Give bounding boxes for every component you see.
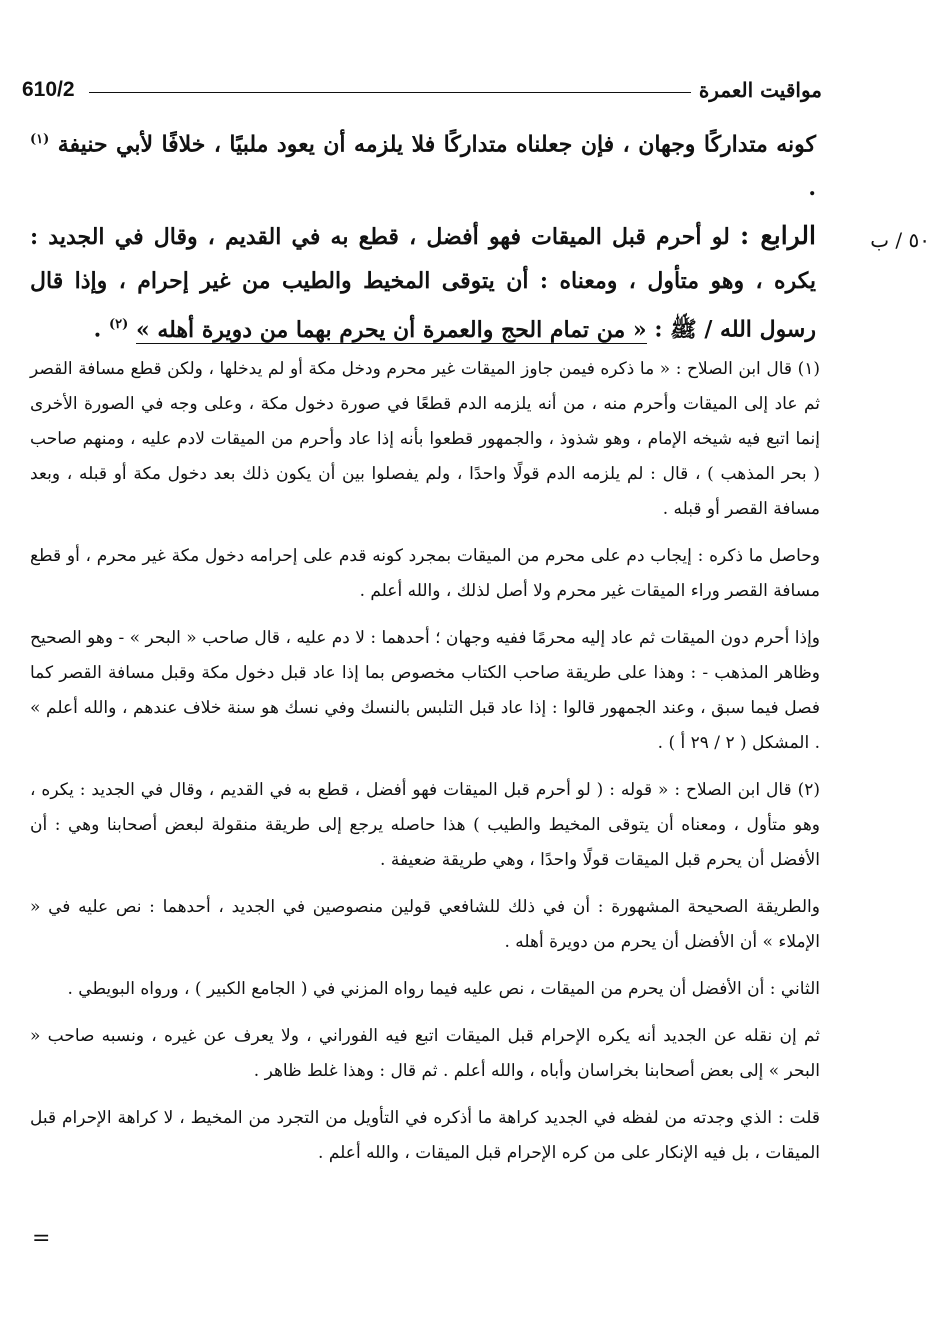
paragraph-1-end: . xyxy=(808,175,816,202)
footnote-ref-2: (٢) xyxy=(109,317,129,333)
paragraph-1-text: كونه متداركًا وجهان ، فإن جعلناه متداركًا فلا يلزمه أن يعود ملبيًا ، خلافًا لأبي حنيفة xyxy=(57,131,816,158)
main-paragraph-1 xyxy=(30,118,816,210)
footnote-paragraph: وحاصل ما ذكره : إيجاب دم على محرم من الميقات بمجرد كونه قدم على إحرامه دخول مكة غير محرم ، أو قطع مسافة القصر وراء الميقات غير محرم ولا أصل لذلك ، والله أعلم . xyxy=(30,546,820,601)
footnote-paragraph: الثاني : أن الأفضل أن يحرم من الميقات ، نص عليه فيما رواه المزني في ( الجامع الكبير ) ، ورواه البويطي . xyxy=(67,979,820,999)
footnote-paragraph: ثم إن نقله عن الجديد أنه يكره الإحرام قبل الميقات اتبع فيه الفوراني ، ولا يعرف عن غيره ، ونسبه صاحب « البحر » إلى بعض أصحابنا بخراسان وأباه ، والله أعلم . ثم قال : وهذا غلط ظاهر . xyxy=(30,1026,820,1081)
section-lead-word: الرابع : xyxy=(739,221,816,251)
paragraph-2-text: لو أحرم قبل الميقات فهو أفضل ، قطع به في القديم ، وقال في الجديد : يكره ، وهو متأول ، ومعناه : أن يتوقى المخيط والطيب من غير إحرام ، وإذا قال رسول الله / ﷺ : xyxy=(30,224,816,343)
header-rule xyxy=(89,92,691,93)
main-text xyxy=(30,118,816,356)
footnote-paragraph: (١) قال ابن الصلاح : « ما ذكره فيمن جاوز الميقات غير محرم ودخل مكة أو لم يدخلها ، ولكن قطع مسافة القصر ثم عاد إلى الميقات وأحرم منه ، من أنه يلزمه الدم قطعًا في صورة دخول مكة ، وعلى وجه في الصورة الأخرى إنما اتبع فيه شيخه الإمام ، وهو شذوذ ، والجمهور قطعوا بأنه إذا عاد وأحرم من الميقات لادم عليه ، ومنهم صاحب ( بحر المذهب ) ، قال : لم يلزمه الدم قولًا واحدًا ، ولم يفصلوا بين أن يكون ذلك بعد دخول مكة أو قبله ، وبعد مسافة القصر أو قبله . xyxy=(30,359,820,519)
running-title: مواقيت العمرة xyxy=(698,78,822,102)
footnotes-section xyxy=(30,352,820,1183)
footnote-paragraph: وإذا أحرم دون الميقات ثم عاد إليه محرمًا ففيه وجهان ؛ أحدهما : لا دم عليه ، قال صاحب « البحر » - وهو الصحيح وظاهر المذهب - : وهذا على طريقة صاحب الكتاب مخصوص بما إذا عاد قبل دخول مكة وقبل مسافة القصر كما فصل فيما سبق ، وعند الجمهور قالوا : إذا عاد قبل التلبس بالنسك وفي نسك هو سنة خلاف عندهم ، والله أعلم » . المشكل ( ٢ / ٢٩ أ ) . xyxy=(30,628,820,753)
hadith-quote: « من تمام الحج والعمرة أن يحرم بهما من دويرة أهله » xyxy=(135,316,647,343)
paragraph-2-end: . xyxy=(93,316,102,343)
footnote-ref-1: (١) xyxy=(30,132,50,147)
manuscript-folio-note: ٥٠ / ب xyxy=(870,228,930,252)
continuation-mark: = xyxy=(32,1226,51,1251)
running-header xyxy=(22,68,822,102)
footnote-paragraph: والطريقة الصحيحة المشهورة : أن في ذلك للشافعي قولين منصوصين في الجديد ، أحدهما : نص عليه في « الإملاء » أن الأفضل أن يحرم من دويرة أهله . xyxy=(30,897,820,952)
page-number: 610/2 xyxy=(22,78,75,101)
main-paragraph-2 xyxy=(30,214,816,351)
footnote-paragraph: (٢) قال ابن الصلاح : « قوله : ( لو أحرم قبل الميقات فهو أفضل ، قطع به في القديم ، وقال في الجديد : يكره ، وهو متأول ، ومعناه أن يتوقى المخيط والطيب ) هذا حاصله يرجع إلى طريقة منقولة لبعض أصحابنا وهي : أن الأفضل أن يحرم قبل الميقات قولًا واحدًا ، وهي طريقة ضعيفة . xyxy=(30,780,820,870)
footnote-paragraph: قلت : الذي وجدته من لفظه في الجديد كراهة ما أذكره في التأويل من التجرد من المخيط ، لا كراهة الإحرام قبل الميقات ، بل فيه الإنكار على من كره الإحرام قبل الميقات ، والله أعلم . xyxy=(30,1108,820,1163)
